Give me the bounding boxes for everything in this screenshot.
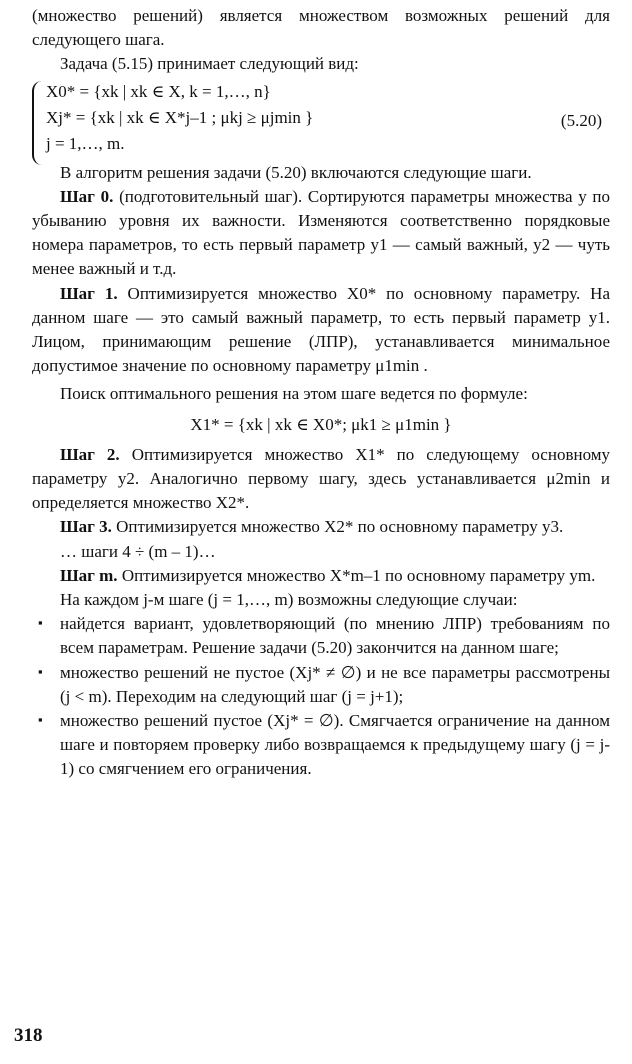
page-number: 318 [14, 1025, 43, 1046]
list-item: ▪ множество решений пустое (Xj* = ∅). Смягчается ограничение на данном шаге и повторяем проверку либо возвращаемся к предыдущему шагу (j = j-1) со смягчением его ограничения. [60, 709, 610, 782]
step-1-text: Оптимизируется множество X0* по основному параметру. На данном шаге — это самый важный параметр, то есть первый параметр y1. Лицом, принимающим решение (ЛПР), устанавливается минимальное допустимое значение по основному параметру μ1min . [32, 283, 610, 376]
list-item: ▪ найдется вариант, удовлетворяющий (по мнению ЛПР) требованиям по всем параметрам. Решение задачи (5.20) закончится на данном шаге; [60, 612, 610, 660]
task-form-line: Задача (5.15) принимает следующий вид: [60, 54, 359, 74]
list-item: ▪ множество решений не пустое (Xj* ≠ ∅) и не все параметры рассмотрены (j < m). Переходим на следующий шаг (j = j+1); [60, 661, 610, 709]
search-text: Поиск оптимального решения на этом шаге ведется по формуле: [60, 384, 528, 404]
step-2-head: Шаг 2. [60, 444, 120, 464]
steps-range: … шаги 4 ÷ (m – 1)… [60, 541, 216, 561]
equation-system [32, 79, 610, 157]
system-line-1: X0* = {xk | xk ∈ X, k = 1,…, n} [46, 81, 271, 101]
step-2-text: Оптимизируется множество X1* по следующему основному параметру y2. Аналогично первому шагу, здесь устанавливается μ2min и определяется множество X2*. [32, 444, 611, 513]
step-0-head: Шаг 0. [60, 186, 114, 206]
system-line-3: j = 1,…, m. [46, 133, 125, 153]
system-line-2: Xj* = {xk | xk ∈ X*j–1 ; μkj ≥ μjmin } [46, 107, 314, 127]
system-brace [32, 81, 46, 165]
step-m [32, 564, 610, 588]
step-m-text: Оптимизируется множество X*m–1 по основному параметру ym. [121, 565, 596, 585]
step-0 [32, 185, 610, 282]
cases-list [32, 612, 610, 781]
formula-x1: X1* = {xk | xk ∈ X0*; μk1 ≥ μ1min } [190, 414, 452, 434]
step-m-head: Шаг m. [60, 565, 118, 585]
each-step-text: На каждом j-м шаге (j = 1,…, m) возможны следующие случаи: [60, 590, 518, 610]
equation-number: (5.20) [560, 110, 602, 130]
step-1-head: Шаг 1. [60, 283, 118, 303]
step-3 [32, 515, 610, 539]
step-2 [32, 443, 610, 516]
step-3-text: Оптимизируется множество X2* по основному параметру y3. [116, 517, 564, 537]
step-1 [32, 282, 610, 379]
paragraph-intro: (множество решений) является множеством возможных решений для следующего шага. [32, 6, 610, 50]
algorithm-intro: В алгоритм решения задачи (5.20) включаются следующие шаги. [60, 162, 532, 182]
step-3-head: Шаг 3. [60, 517, 112, 537]
step-0-text: (подготовительный шаг). Сортируются параметры множества y по убыванию уровня их важности. Изменяются соответственно порядковые номера параметров, то есть первый параметр y1 — самый важный, y2 — чуть менее важный и т.д. [32, 186, 611, 279]
